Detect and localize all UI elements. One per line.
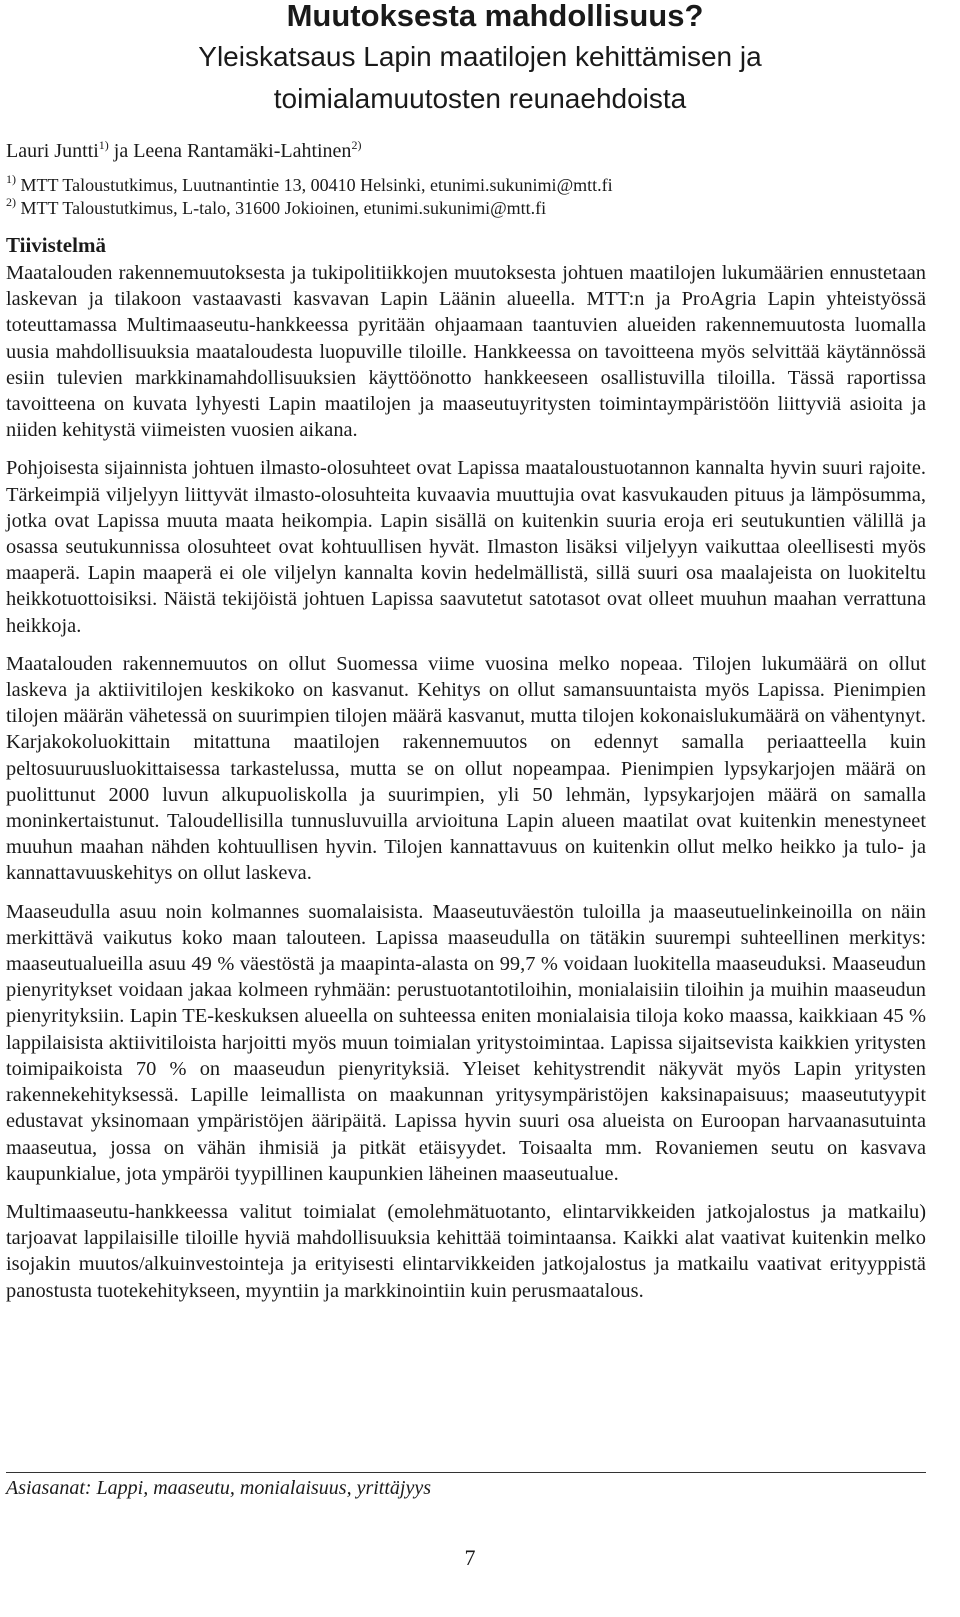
author-conjunction: ja [108, 140, 134, 162]
affiliation-2-text: MTT Taloustutkimus, L-talo, 31600 Jokioinen, etunimi.sukunimi@mtt.fi [16, 198, 547, 218]
author-2: Leena Rantamäki-Lahtinen [133, 140, 352, 162]
subtitle-line-2: toimialamuutosten reunaehdoista [273, 83, 687, 114]
affiliation-1-text: MTT Taloustutkimus, Luutnantintie 13, 00410 Helsinki, etunimi.sukunimi@mtt.fi [16, 175, 613, 195]
paragraph-1: Maatalouden rakennemuutoksesta ja tukipolitiikkojen muutoksesta johtuen maatilojen lukumäärien ennustetaan laskevan ja tilakoon vastaavasti kasvavan Lapin Läänin alueella. MTT:n ja ProAgria Lapin yhteistyössä toteuttamassa Multimaaseutu-hankkeessa pyritään ohjaamaan taantuvien alueiden rakennemuutosta luomalla uusia mahdollisuuksia maataloudesta luopuville tiloille. Hankkeessa on tavoitteena myös selvittää käytännössä esiin tulevien markkinamahdollisuuksien käyttöönotto hankkeeseen osallistuvilla tiloilla. Tässä raportissa tavoitteena on kuvata lyhyesti Lapin maatilojen ja maaseutuyritysten toimintaympäristöön liittyviä asioita ja niiden kehitystä viimeisten vuosien aikana. [6, 262, 926, 442]
paragraph-4: Maaseudulla asuu noin kolmannes suomalaisista. Maaseutuväestön tuloilla ja maaseutuelinkeinoilla on näin merkittävä vaikutus koko maan talouteen. Lapissa maaseudulla on tätäkin suurempi suhteellinen merkitys: maaseutualueilla asuu 49 % väestöstä ja maapinta-alasta on 99,7 % voidaan luokitella maaseuduksi. Maaseudun pienyritykset voidaan jakaa kolmeen ryhmään: perustuotantotiloihin, monialaisiin tiloihin ja muihin maaseudun pienyrityksiin. Lapin TE-keskuksen alueella on suhteessa eniten monialaisia tiloja koko maassa, kaikkiaan 45 % lappilaisista aktiivitiloista harjoitti myös muun toimialan yritystoimintaa. Lapissa sijaitsevista kaikkien yritysten toimipaikoista 70 % on maaseudun pienyrityksiä. Yleiset kehitystrendit näkyvät myös Lapin yritysten rakennekehityksessä. Lapille leimallista on maakunnan yritysympäristöjen kaksinapaisuus; maaseututyypit edustavat yksinomaan ympäristöjen ääripäitä. Lapissa hyvin suuri osa alueista on Euroopan harvaanasutuinta maaseutua, jossa on vähän ihmisiä ja pitkät etäisyydet. Toisaalta mm. Rovaniemen seutu on kasvava kaupunkialue, jota ympäröi tyypillinen kaupunkien läheinen maaseutualue. [6, 900, 926, 1185]
paragraph-3: Maatalouden rakennemuutos on ollut Suomessa viime vuosina melko nopeaa. Tilojen lukumäärä on ollut laskeva ja aktiivitilojen keskikoko on kasvanut. Kehitys on ollut samansuuntaista myös Lapissa. Pienimpien tilojen määrän vähetessä on suurimpien tilojen määrä kasvanut, mutta tilojen kokonaislukumäärä on vähentynyt. Karjakokoluokittain mitattuna maatilojen rakennemuutos on edennyt samalla periaatteella kuin peltosuuruusluokittaisessa tarkastelussa, mutta se on ollut nopeampaa. Pienimpien lypsykarjojen määrä on puolittunut 2000 luvun alkupuoliskolla ja suurimpien, yli 50 lehmän, lypsykarjojen määrä on samalla moninkertaistunut. Taloudellisilla tunnusluvuilla arvioituna Lapin alueen maatilat ovat kuitenkin menestyneet muuhun maahan nähden kohtuullisen hyvin. Tilojen kannattavuus on kuitenkin ollut melko heikko ja tulo- ja kannattavuuskehitys on ollut laskeva. [6, 652, 926, 885]
page-number: 7 [464, 1545, 476, 1570]
affiliation-1-mark: 1) [6, 172, 16, 186]
keywords-divider [6, 1472, 926, 1473]
author-2-mark: 2) [351, 138, 362, 152]
author-line [6, 139, 361, 163]
keywords-line: Asiasanat: Lappi, maaseutu, monialaisuus, yrittäjyys [6, 1477, 431, 1499]
affiliation-2 [6, 197, 546, 219]
paragraph-2: Pohjoisesta sijainnista johtuen ilmasto-olosuhteet ovat Lapissa maataloustuotannon kannalta hyvin suuri rajoite. Tärkeimpiä viljelyyn liittyvät ilmasto-olosuhteita kuvaavia muuttujia ovat kasvukauden pituus ja lämpösumma, jotka ovat Lapissa muuta maata heikompia. Lapin sisällä on kuitenkin suuria eroja eri seutukuntien välillä ja osassa seutukunnissa olosuhteet ovat kohtuullisen hyvät. Ilmaston lisäksi viljelyyn vaikuttaa oleellisesti myös maaperä. Lapin maaperä ei ole viljelyn kannalta kovin hedelmällistä, sillä suuri osa maalajeista on luokiteltu heikkotuottoisiksi. Näistä tekijöistä johtuen Lapissa saavutetut satotasot ovat olleet muuhun maahan verrattuna heikkoja. [6, 457, 926, 637]
subtitle-line-1: Yleiskatsaus Lapin maatilojen kehittämisen ja [198, 41, 762, 72]
author-1-mark: 1) [98, 138, 109, 152]
author-1: Lauri Juntti [6, 140, 99, 162]
affiliation-2-mark: 2) [6, 195, 16, 209]
abstract-body [6, 260, 926, 1304]
affiliation-1 [6, 174, 613, 196]
abstract-heading: Tiivistelmä [6, 233, 106, 257]
page-title: Muutoksesta mahdollisuus? [286, 0, 704, 33]
paragraph-5: Multimaaseutu-hankkeessa valitut toimialat (emolehmätuotanto, elintarvikkeiden jatkojalostus ja matkailu) tarjoavat lappilaisille tiloille hyviä mahdollisuuksia kehittää toimintaansa. Kaikki alat vaativat kuitenkin melko isojakin muutos/alkuinvestointeja ja erityisesti elintarvikkeiden jatkojalostus ja matkailu vaativat erityyppistä panostusta tuotekehitykseen, myyntiin ja markkinointiin kuin perusmaatalous. [6, 1200, 926, 1302]
